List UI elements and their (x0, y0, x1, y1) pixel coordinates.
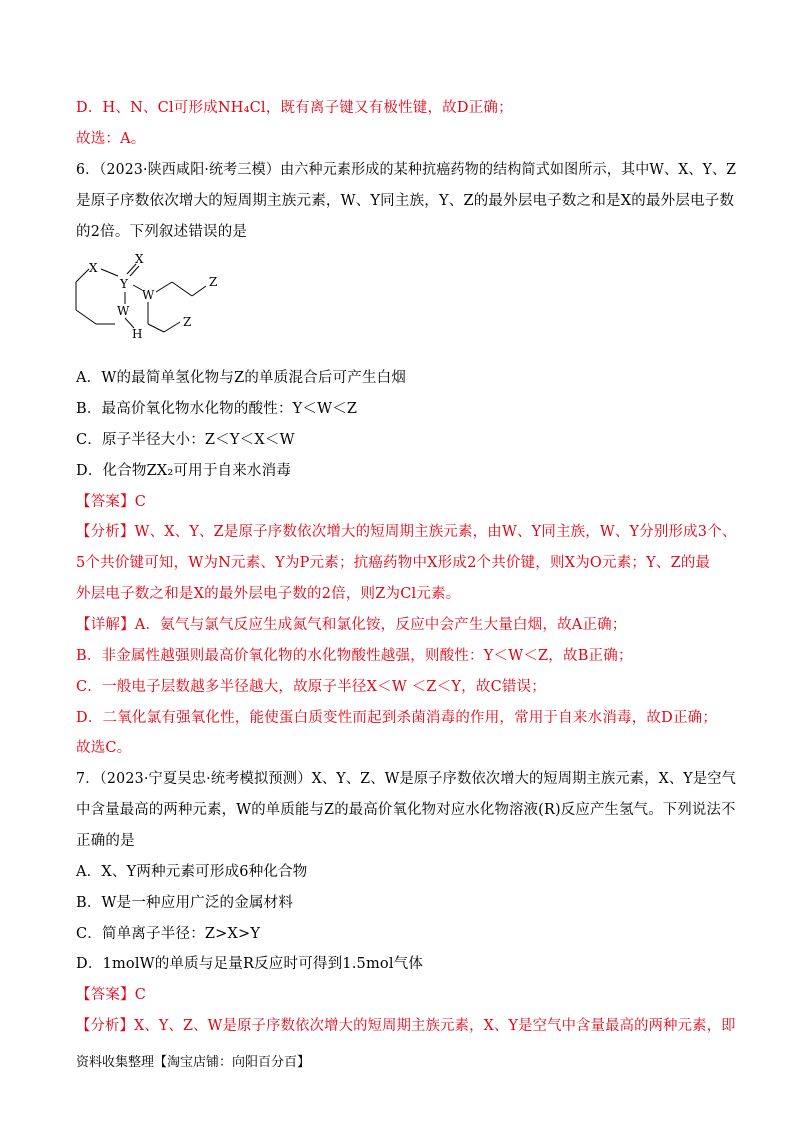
q6-answer: 【答案】C (76, 494, 147, 510)
q7-option-a: A．X、Y两种元素可形成6种化合物 (76, 864, 308, 880)
q6-analysis-line-2: 5个共价键可知，W为N元素、Y为P元素；抗癌药物中X形成2个共价键，则X为O元素；Y、Z的最 (76, 555, 711, 571)
atom-z-top: Z (209, 275, 218, 289)
q6-option-b: B．最高价氧化物水化物的酸性：Y＜W＜Z (76, 401, 358, 417)
q6-analysis-line-3: 外层电子数之和是X的最外层电子数的2倍，则Z为Cl元素。 (76, 586, 461, 602)
q6-option-a: A．W的最简单氢化物与Z的单质混合后可产生白烟 (76, 370, 407, 386)
atom-z-bottom: Z (183, 315, 192, 329)
q6-detail-line-1: 【详解】A．氨气与氯气反应生成氮气和氯化铵，反应中会产生大量白烟，故A正确； (76, 617, 627, 633)
q7-analysis-line-1: 【分析】X、Y、Z、W是原子序数依次增大的短周期主族元素，X、Y是空气中含量最高的两种元素，即 (76, 1018, 736, 1034)
q7-stem-line-2: 中含量最高的两种元素，W的单质能与Z的最高价氧化物对应水化物溶液(R)反应产生氢气。下列说法不 (76, 802, 736, 818)
q5-conclusion: 故选：A。 (76, 131, 146, 147)
q6-stem-line-1: 6．（2023·陕西咸阳·统考三模）由六种元素形成的某种抗癌药物的结构简式如图所示，其中W、X、Y、Z (76, 162, 737, 178)
q6-detail-line-3: C．一般电子层数越多半径越大，故原子半径X＜W ＜Z＜Y，故C错误； (76, 679, 546, 695)
q7-option-b: B．W是一种应用广泛的金属材料 (76, 895, 294, 911)
q7-option-c: C．简单离子半径：Z>X>Y (76, 926, 261, 942)
q6-stem-line-2: 是原子序数依次增大的短周期主族元素，W、Y同主族，Y、Z的最外层电子数之和是X的最外层电子数 (76, 193, 735, 209)
q6-option-d: D．化合物ZX₂可用于自来水消毒 (76, 463, 292, 479)
q6-detail-line-4: D．二氧化氯有强氧化性，能使蛋白质变性而起到杀菌消毒的作用，常用于自来水消毒，故D正确； (76, 710, 718, 726)
q7-stem-line-1: 7．（2023·宁夏吴忠·统考模拟预测）X、Y、Z、W是原子序数依次增大的短周期主族元素，X、Y是空气 (76, 771, 737, 787)
q5-option-d-explanation: D．H、N、Cl可形成NH₄Cl，既有离子键又有极性键，故D正确； (76, 100, 513, 116)
q6-detail-line-2: B．非金属性越强则最高价氧化物的水化物酸性越强，则酸性：Y＜W＜Z，故B正确； (76, 648, 633, 664)
atom-h: H (132, 327, 143, 341)
atom-w-right: W (142, 288, 155, 302)
q6-structure-diagram (66, 252, 246, 352)
atom-y: Y (120, 277, 128, 291)
atom-w-bottom: W (117, 304, 130, 318)
q7-stem-line-3: 正确的是 (76, 833, 135, 849)
q7-answer: 【答案】C (76, 987, 147, 1003)
page-footer: 资料收集整理【淘宝店铺：向阳百分百】 (76, 1055, 311, 1070)
atom-x-ring: X (89, 261, 98, 275)
q6-stem-line-3: 的2倍。下列叙述错误的是 (76, 224, 248, 240)
q6-option-c: C．原子半径大小：Z＜Y＜X＜W (76, 432, 295, 448)
q7-option-d: D．1molW的单质与足量R反应时可得到1.5mol气体 (76, 956, 424, 972)
atom-x-top: X (135, 252, 144, 266)
q6-analysis-line-1: 【分析】W、X、Y、Z是原子序数依次增大的短周期主族元素，由W、Y同主族，W、Y分别形成3个、 (76, 524, 737, 540)
q6-detail-line-5: 故选C。 (76, 740, 132, 756)
